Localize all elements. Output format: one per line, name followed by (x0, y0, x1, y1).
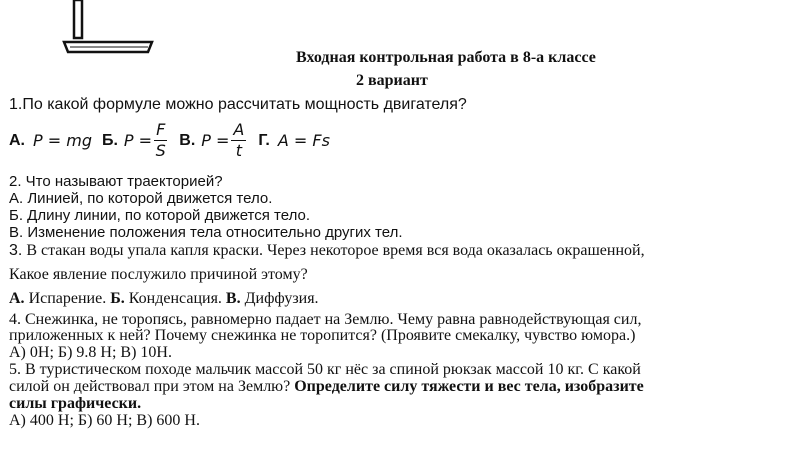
formula-c-left: P = (201, 131, 230, 150)
q3-option-a-text: Испарение. (28, 290, 107, 307)
q3-option-b-text: Конденсация. (128, 290, 222, 307)
formula-b-fraction (154, 120, 167, 161)
q2-option-a: А. Линией, по которой движется тело. (9, 190, 273, 207)
option-c-label: В. (179, 131, 196, 149)
question-3-line-2: Какое явление послужило причиной этому? (9, 266, 308, 283)
question-5-line-2 (9, 378, 644, 396)
q3-option-a-label: А. (9, 290, 25, 307)
formula-d: A = Fs (277, 131, 330, 150)
q3-option-c-text: Диффузия. (244, 290, 319, 307)
question-3-number: 3. (9, 242, 23, 259)
q1-option-c (179, 120, 248, 161)
q1-option-a (9, 131, 92, 150)
variant-label: 2 вариант (356, 72, 428, 89)
q1-options (9, 120, 340, 161)
formula-c-fraction (231, 120, 246, 161)
q3-option-b-label: Б. (110, 290, 125, 307)
question-4-line-2: приложенных к ней? Почему снежинка не торопится? (Проявите смекалку, чувство юмора.) (9, 327, 636, 344)
q1-option-b (102, 120, 169, 161)
q1-option-d (258, 131, 330, 150)
question-3-text: В стакан воды упала капля краски. Через некоторое время вся вода оказалась окрашенной, (26, 242, 645, 259)
formula-b-denominator: S (155, 141, 166, 160)
question-5-text: силой он действовал при этом на Землю? (9, 378, 291, 395)
q2-option-b: Б. Длину линии, по которой движется тело. (9, 207, 311, 224)
question-2: 2. Что называют траекторией? (9, 173, 223, 190)
worksheet-title: Входная контрольная работа в 8-а классе (296, 49, 596, 66)
formula-b-left: P = (123, 131, 153, 150)
option-d-label: Г. (258, 131, 270, 149)
option-b-label: Б. (101, 131, 118, 149)
question-5-task-end: силы графически. (9, 395, 142, 412)
question-4-line-1: 4. Снежинка, не торопясь, равномерно падает на Землю. Чему равна равнодействующая сил, (9, 311, 642, 328)
question-3-line-1 (9, 242, 645, 260)
q2-option-c: В. Изменение положения тела относительно других тел. (9, 224, 403, 241)
formula-b-numerator: F (156, 120, 166, 139)
q3-options (9, 290, 319, 308)
question-4-answers: А) 0Н; Б) 9.8 Н; В) 10Н. (9, 344, 172, 361)
figure-fragment (30, 0, 160, 60)
q3-option-c-label: В. (225, 290, 241, 307)
question-5-line-1: 5. В туристическом походе мальчик массой 50 кг нёс за спиной рюкзак массой 10 кг. С какой (9, 361, 641, 378)
question-5-task: Определите силу тяжести и вес тела, изобразите (294, 378, 644, 395)
question-1: 1.По какой формуле можно рассчитать мощность двигателя? (9, 96, 467, 113)
question-5-answers: А) 400 Н; Б) 60 Н; В) 600 Н. (9, 412, 200, 429)
formula-a: P = mg (33, 131, 92, 150)
formula-c-denominator: t (235, 141, 243, 160)
formula-c-numerator: A (233, 120, 245, 139)
option-a-label: А. (9, 131, 25, 149)
